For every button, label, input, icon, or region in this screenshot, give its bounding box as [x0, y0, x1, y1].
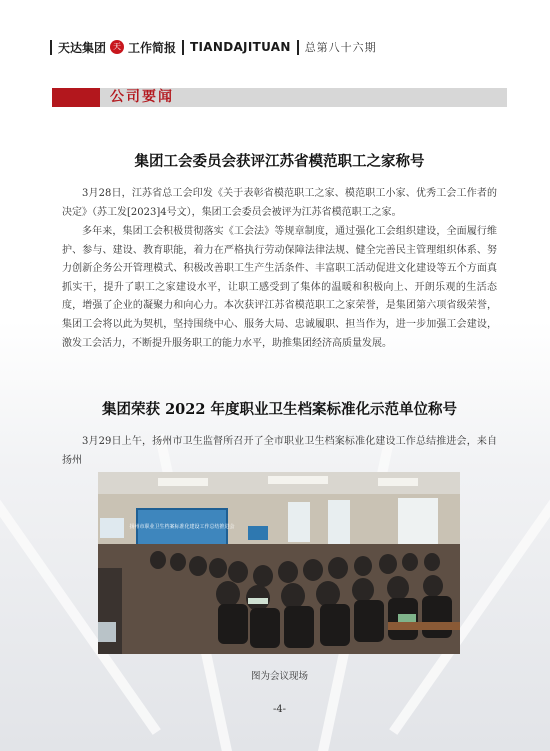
article-2-paragraph-1: 3月29日上午，扬州市卫生监督所召开了全市职业卫生档案标准化建设工作总结推进会，来自扬州 — [62, 436, 497, 466]
photo-caption: 图为会议现场 — [250, 671, 308, 682]
article-2-title: 集团荣获 2022 年度职业卫生档案标准化示范单位称号 — [102, 401, 457, 418]
article-1-paragraph-2: 多年来，集团工会积极贯彻落实《工会法》等规章制度，通过强化工会组织建设，全面履行维护、参与、建设、教育职能，着力在严格执行劳动保障法律法规、健全完善民主管理组织体系、努力创新企务公开管理模式、积极改善职工生产生活条件、丰富职工活动促进文化建设等五个方面真抓实干，提升了职工之家建设水平，让职工感受到了集体的温暖和积极向上、开朗乐观的生活态度，增强了企业的凝聚力和向心力。本次获评江苏省模范职工之家荣誉，是集团第六项省级荣誉，集团工会将以此为契机，坚持围绕中心、服务大局、忠诚履职、担当作为，进一步加强工会建设，激发工会活力，不断提升服务职工的能力水平，助推集团经济高质量发展。 — [62, 226, 497, 349]
header-divider — [297, 40, 299, 55]
newsletter-name: 工作简报 — [128, 40, 177, 55]
page-number: -4- — [272, 704, 287, 715]
header-divider — [182, 40, 184, 55]
section-heading: 公司要闻 — [110, 89, 174, 105]
header-divider — [50, 40, 52, 55]
section-accent-block — [52, 88, 100, 107]
issue-number: 总第八十六期 — [304, 41, 377, 54]
meeting-photo — [98, 472, 460, 654]
brand-name-en: TIANDAJITUAN — [190, 40, 291, 54]
screen-title-text: 扬州市职业卫生档案标准化建设工作总结推进会 — [129, 524, 235, 530]
page-header — [50, 37, 377, 57]
article-1-title: 集团工会委员会获评江苏省模范职工之家称号 — [134, 153, 425, 170]
section-heading-bar — [52, 88, 507, 107]
brand-name: 天达集团 — [58, 40, 107, 55]
article-1-paragraph-1: 3月28日，江苏省总工会印发《关于表彰省模范职工之家、模范职工小家、优秀工会工作者的决定》（苏工发[2023]4号文），集团工会委员会被评为江苏省模范职工之家。 — [62, 188, 497, 218]
brand-logo-icon: 天 — [110, 40, 124, 54]
